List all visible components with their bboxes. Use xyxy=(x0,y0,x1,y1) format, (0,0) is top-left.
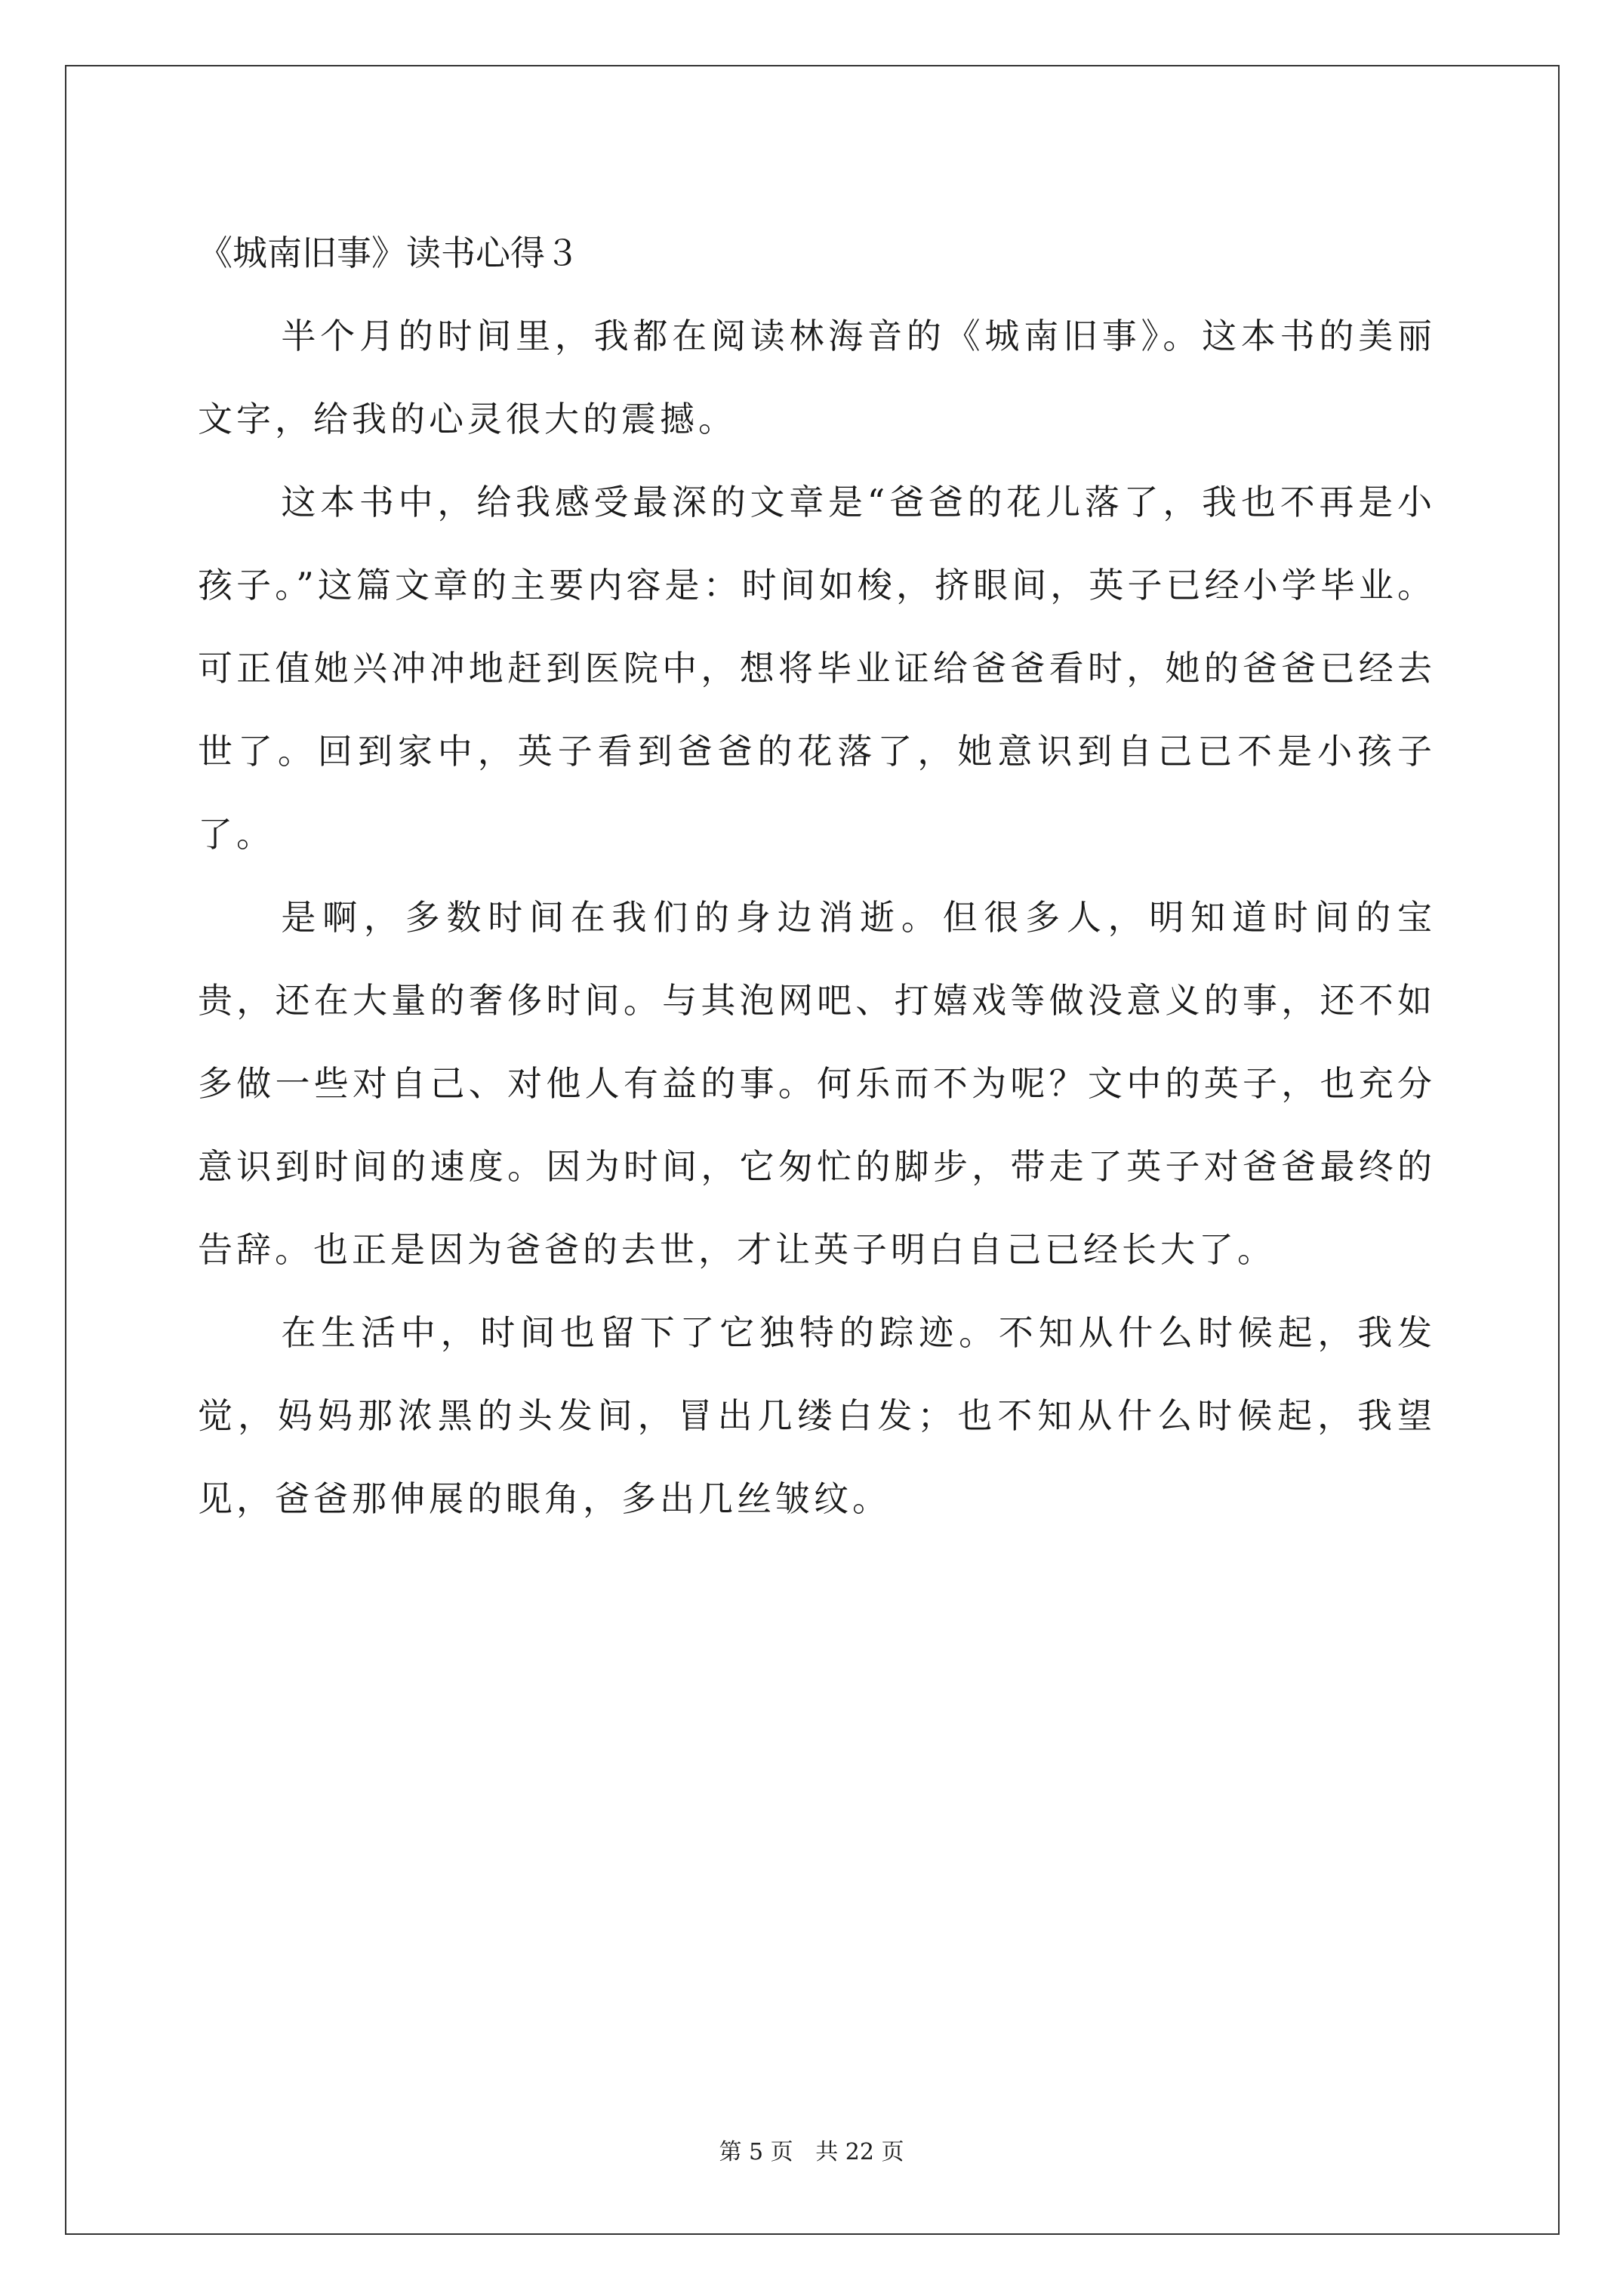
document-body xyxy=(198,211,1436,1540)
paragraph-1: 半个月的时间里，我都在阅读林海音的《城南旧事》。这本书的美丽文字，给我的心灵很大的震撼。 xyxy=(198,316,1436,439)
page-footer xyxy=(0,2133,1623,2166)
paragraph-2: 这本书中，给我感受最深的文章是“爸爸的花儿落了，我也不再是小孩子。”这篇文章的主要内容是：时间如梭，挤眼间，英子已经小学毕业。可正值她兴冲冲地赶到医院中，想将毕业证给爸爸看时，她的爸爸已经去世了。回到家中，英子看到爸爸的花落了，她意识到自己已不是小孩子了。 xyxy=(198,482,1436,855)
page-number: 第 5 页 xyxy=(719,2139,793,2165)
paragraph-3: 是啊，多数时间在我们的身边消逝。但很多人，明知道时间的宝贵，还在大量的奢侈时间。与其泡网吧、打嬉戏等做没意义的事，还不如多做一些对自己、对他人有益的事。何乐而不为呢？文中的英子，也充分意识到时间的速度。因为时间，它匆忙的脚步，带走了英子对爸爸最终的告辞。也正是因为爸爸的去世，才让英子明白自己已经长大了。 xyxy=(198,897,1436,1270)
document-title: 《城南旧事》读书心得３ xyxy=(198,233,580,273)
paragraph-4: 在生活中，时间也留下了它独特的踪迹。不知从什么时候起，我发觉，妈妈那浓黑的头发间，冒出几缕白发；也不知从什么时候起，我望见，爸爸那伸展的眼角，多出几丝皱纹。 xyxy=(198,1312,1436,1519)
page-total: 共 22 页 xyxy=(815,2139,904,2165)
